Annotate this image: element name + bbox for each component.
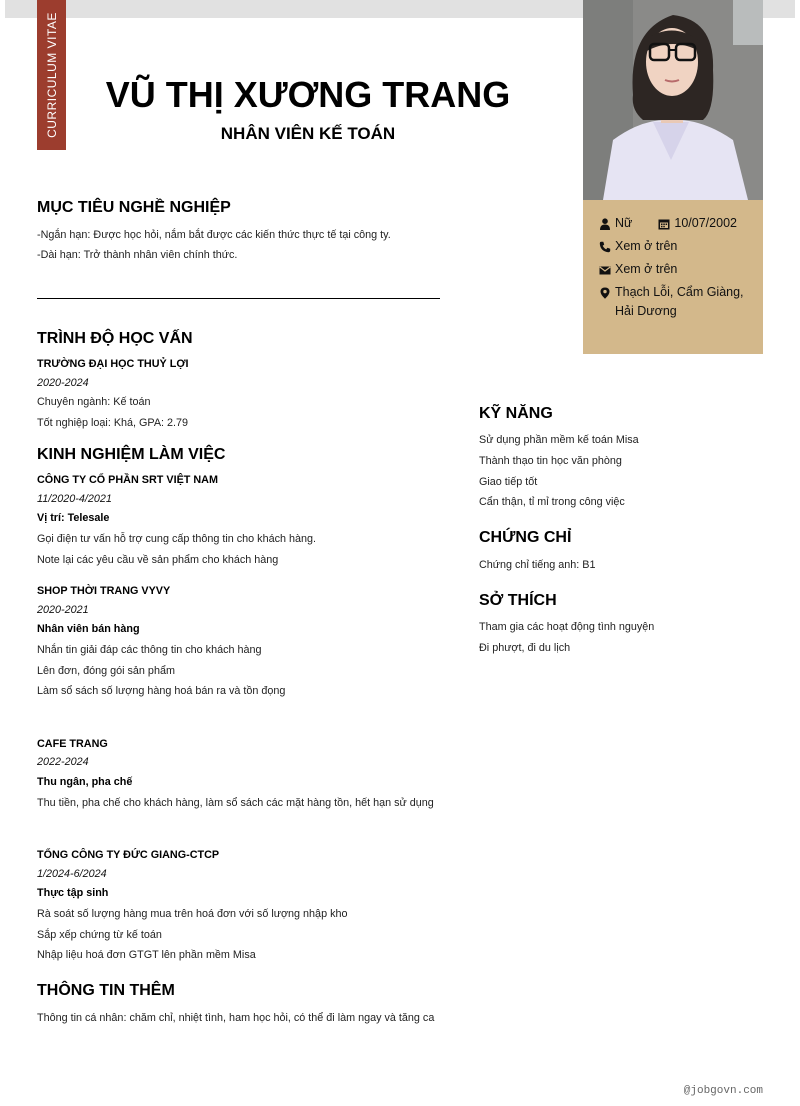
hobbies-title: SỞ THÍCH [479,592,557,609]
address-row [583,285,763,321]
skill-item: Thành thạo tin học văn phòng [479,455,622,467]
section-divider [37,298,440,299]
person-icon [599,218,611,230]
additional-text: Thông tin cá nhân: chăm chỉ, nhiệt tình, ham học hỏi, có thể đi làm ngay và tăng ca [37,1012,435,1024]
job-role: Thu ngân, pha chế [37,776,133,788]
job-duty: Nhập liệu hoá đơn GTGT lên phần mềm Misa [37,949,256,961]
education-major: Chuyên ngành: Kế toán [37,396,151,408]
cv-vertical-tag [37,0,66,150]
job-duty: Sắp xếp chứng từ kế toán [37,929,162,941]
job-period: 2020-2021 [37,604,89,616]
objective-title: MỤC TIÊU NGHỀ NGHIỆP [37,199,231,216]
job-duty: Thu tiền, pha chế cho khách hàng, làm sổ sách các mặt hàng tồn, hết hạn sử dụng [37,797,434,809]
job-duty: Lên đơn, đóng gói sản phẩm [37,665,175,677]
cv-label: CURRICULUM VITAE [44,12,59,138]
job-duty: Rà soát số lượng hàng mua trên hoá đơn với số lượng nhập kho [37,908,348,920]
job-period: 11/2020-4/2021 [37,493,112,505]
job-duty: Note lại các yêu cầu về sản phẩm cho khách hàng [37,554,279,566]
education-title: TRÌNH ĐỘ HỌC VẤN [37,330,193,347]
job-duty: Làm sổ sách số lượng hàng hoá bán ra và tồn đọng [37,685,286,697]
objective-short-term: -Ngắn hạn: Được học hỏi, nắm bắt được các kiến thức thực tế tại công ty. [37,229,391,241]
gender-value: Nữ [615,216,633,230]
education-school: TRƯỜNG ĐẠI HỌC THUỶ LỢI [37,358,189,370]
hobby-item: Đi phượt, đi du lịch [479,642,571,654]
address-value: Thạch Lỗi, Cẩm Giàng, Hải Dương [615,285,744,318]
experience-title: KINH NGHIỆM LÀM VIỆC [37,446,226,463]
job-role: Thực tập sinh [37,887,109,899]
education-result: Tốt nghiệp loại: Khá, GPA: 2.79 [37,417,189,429]
email-value: Xem ở trên [615,262,678,276]
certificates-title: CHỨNG CHỈ [479,529,572,546]
gender-dob-row [583,216,763,230]
phone-icon [599,241,611,253]
job-period: 2022-2024 [37,756,89,768]
calendar-icon [658,218,670,230]
job-period: 1/2024-6/2024 [37,868,107,880]
phone-row [583,239,763,253]
job-role: Vị trí: Telesale [37,512,110,524]
skills-title: KỸ NĂNG [479,405,553,422]
envelope-icon [599,264,611,276]
job-duty: Gọi điện tư vấn hỗ trợ cung cấp thông tin cho khách hàng. [37,533,317,545]
skill-item: Giao tiếp tốt [479,476,538,488]
personal-info-box [583,200,763,354]
additional-title: THÔNG TIN THÊM [37,982,175,999]
skill-item: Sử dụng phần mềm kế toán Misa [479,434,639,446]
job-role: Nhân viên bán hàng [37,623,140,635]
job-title: NHÂN VIÊN KẾ TOÁN [220,124,396,143]
job-company: TỔNG CÔNG TY ĐỨC GIANG-CTCP [37,849,220,861]
hobby-item: Tham gia các hoạt động tình nguyện [479,621,655,633]
profile-photo [583,0,763,200]
email-row [583,262,763,276]
candidate-name: VŨ THỊ XƯƠNG TRANG [105,74,511,115]
education-period: 2020-2024 [37,377,89,389]
job-company: SHOP THỜI TRANG VYVY [37,585,171,597]
job-company: CAFE TRANG [37,738,108,750]
certificate-item: Chứng chỉ tiếng anh: B1 [479,559,596,571]
job-company: CÔNG TY CỔ PHẦN SRT VIỆT NAM [37,474,218,486]
dob-value: 10/07/2002 [674,216,737,230]
phone-value: Xem ở trên [615,239,678,253]
objective-long-term: -Dài hạn: Trở thành nhân viên chính thức. [37,249,238,261]
footer-watermark: @jobgovn.com [683,1085,763,1097]
job-duty: Nhắn tin giải đáp các thông tin cho khách hàng [37,644,262,656]
skill-item: Cẩn thận, tỉ mỉ trong công việc [479,496,625,508]
map-pin-icon [599,287,611,299]
